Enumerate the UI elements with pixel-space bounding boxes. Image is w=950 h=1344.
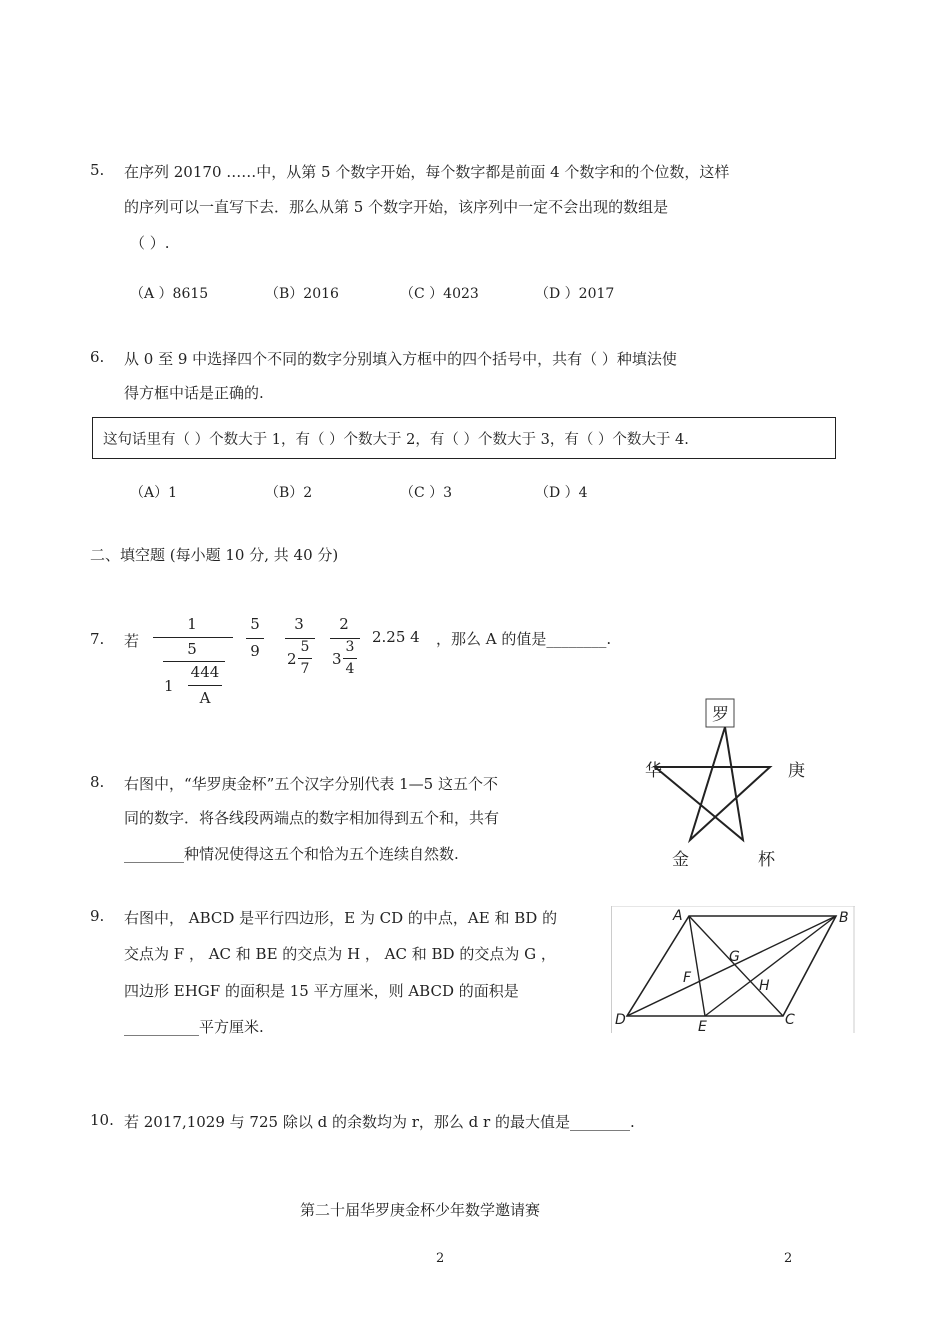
star-lines bbox=[655, 727, 770, 840]
label-e: E bbox=[698, 1019, 707, 1033]
q5-option-b: （B）2016 bbox=[265, 286, 339, 302]
q5-line1: 在序列 20170 ……中，从第 5 个数字开始，每个数字都是前面 4 个数字和的个位数，这样 bbox=[124, 163, 730, 181]
f2-denominator: 9 bbox=[250, 642, 260, 660]
star-label-right: 庚 bbox=[788, 761, 805, 781]
f1-inner-numerator: 5 bbox=[187, 640, 197, 658]
f1-main-bar bbox=[153, 637, 233, 638]
label-d: D bbox=[615, 1012, 626, 1028]
f2-bar bbox=[246, 638, 264, 639]
f1-444: 444 bbox=[190, 663, 220, 681]
q6-option-d: （D ）4 bbox=[535, 485, 588, 501]
label-c: C bbox=[785, 1012, 795, 1028]
q6-option-a: （A）1 bbox=[130, 485, 178, 501]
f4-numerator: 2 bbox=[339, 615, 349, 633]
q9-line1: 右图中， ABCD 是平行四边形，E 为 CD 的中点，AE 和 BD 的 bbox=[124, 909, 558, 927]
q5-line3: （ ）. bbox=[130, 234, 170, 252]
label-f: F bbox=[683, 970, 692, 986]
star-label-bottom-left: 金 bbox=[672, 850, 689, 870]
q5-option-a: （A ）8615 bbox=[130, 286, 209, 302]
q6-option-b: （B）2 bbox=[265, 485, 313, 501]
label-h: H bbox=[759, 978, 770, 994]
f3-mixed-denominator: 7 bbox=[300, 661, 310, 677]
q6-number: 6. bbox=[90, 348, 105, 366]
q9-number: 9. bbox=[90, 907, 105, 925]
q9-line2: 交点为 F ， AC 和 BE 的交点为 H ， AC 和 BD 的交点为 G ， bbox=[124, 945, 556, 963]
star-label-left: 华 bbox=[645, 761, 662, 781]
q6-statement-text: 这句话里有（ ）个数大于 1，有（ ）个数大于 2，有（ ）个数大于 3，有（ ）个数大于 4. bbox=[103, 432, 689, 448]
q8-line2: 同的数字．将各线段两端点的数字相加得到五个和，共有 bbox=[124, 809, 500, 827]
star-label-bottom-right: 杯 bbox=[758, 850, 775, 870]
label-a: A bbox=[673, 908, 683, 924]
q9-line3: 四边形 EHGF 的面积是 15 平方厘米，则 ABCD 的面积是 bbox=[124, 982, 519, 1000]
section2-heading: 二、填空题 (每小题 10 分, 共 40 分) bbox=[90, 546, 339, 564]
f4-mixed-numerator: 3 bbox=[345, 639, 355, 655]
f1-A: A bbox=[199, 689, 211, 707]
q8-line1: 右图中，“华罗庚金杯”五个汉字分别代表 1—5 这五个不 bbox=[124, 775, 498, 793]
q7-number: 7. bbox=[90, 630, 105, 648]
parallelogram-figure bbox=[611, 906, 855, 1033]
q8-number: 8. bbox=[90, 773, 105, 791]
q5-option-c: （C ）4023 bbox=[400, 286, 479, 302]
q7-ruo: 若 bbox=[124, 632, 140, 650]
segment-be bbox=[705, 916, 836, 1016]
q5-option-d: （D ）2017 bbox=[535, 286, 615, 302]
f3-mixed-numerator: 5 bbox=[300, 639, 310, 655]
f4-whole: 3 bbox=[332, 650, 342, 668]
f3-mixed-bar bbox=[298, 658, 312, 659]
f3-numerator: 3 bbox=[294, 615, 304, 633]
f1-numerator: 1 bbox=[187, 615, 197, 633]
q8-line3: ________种情况使得这五个和恰为五个连续自然数. bbox=[124, 845, 459, 863]
star-figure bbox=[630, 695, 820, 875]
q7-value: 2.25 4 bbox=[372, 628, 420, 646]
q9-line4: __________平方厘米. bbox=[124, 1018, 264, 1036]
q6-statement-box bbox=[92, 417, 836, 459]
footer-page-right: 2 bbox=[784, 1251, 793, 1266]
f2-numerator: 5 bbox=[250, 615, 260, 633]
q5-line2: 的序列可以一直写下去．那么从第 5 个数字开始，该序列中一定不会出现的数组是 bbox=[124, 198, 669, 216]
star-label-top: 罗 bbox=[712, 705, 729, 725]
f1-inner-bar bbox=[163, 661, 225, 662]
f3-whole: 2 bbox=[287, 650, 297, 668]
q7-tail-text: ，那么 A 的值是________. bbox=[436, 630, 612, 648]
f1-small-bar bbox=[188, 685, 222, 686]
label-b: B bbox=[839, 910, 849, 926]
q6-line1: 从 0 至 9 中选择四个不同的数字分别填入方框中的四个括号中，共有（ ）种填法使 bbox=[124, 350, 677, 368]
f1-one: 1 bbox=[164, 677, 174, 695]
q5-number: 5. bbox=[90, 161, 105, 179]
q6-line2: 得方框中话是正确的. bbox=[124, 384, 264, 402]
q10-text: 若 2017,1029 与 725 除以 d 的余数均为 r，那么 d r 的最大值是________. bbox=[124, 1113, 635, 1131]
f4-mixed-bar bbox=[343, 658, 357, 659]
label-g: G bbox=[729, 949, 740, 965]
q10-number: 10. bbox=[90, 1111, 114, 1129]
f4-mixed-denominator: 4 bbox=[345, 661, 355, 677]
footer-page-left: 2 bbox=[436, 1251, 445, 1266]
footer-title: 第二十届华罗庚金杯少年数学邀请赛 bbox=[300, 1201, 541, 1219]
q6-option-c: （C ）3 bbox=[400, 485, 453, 501]
